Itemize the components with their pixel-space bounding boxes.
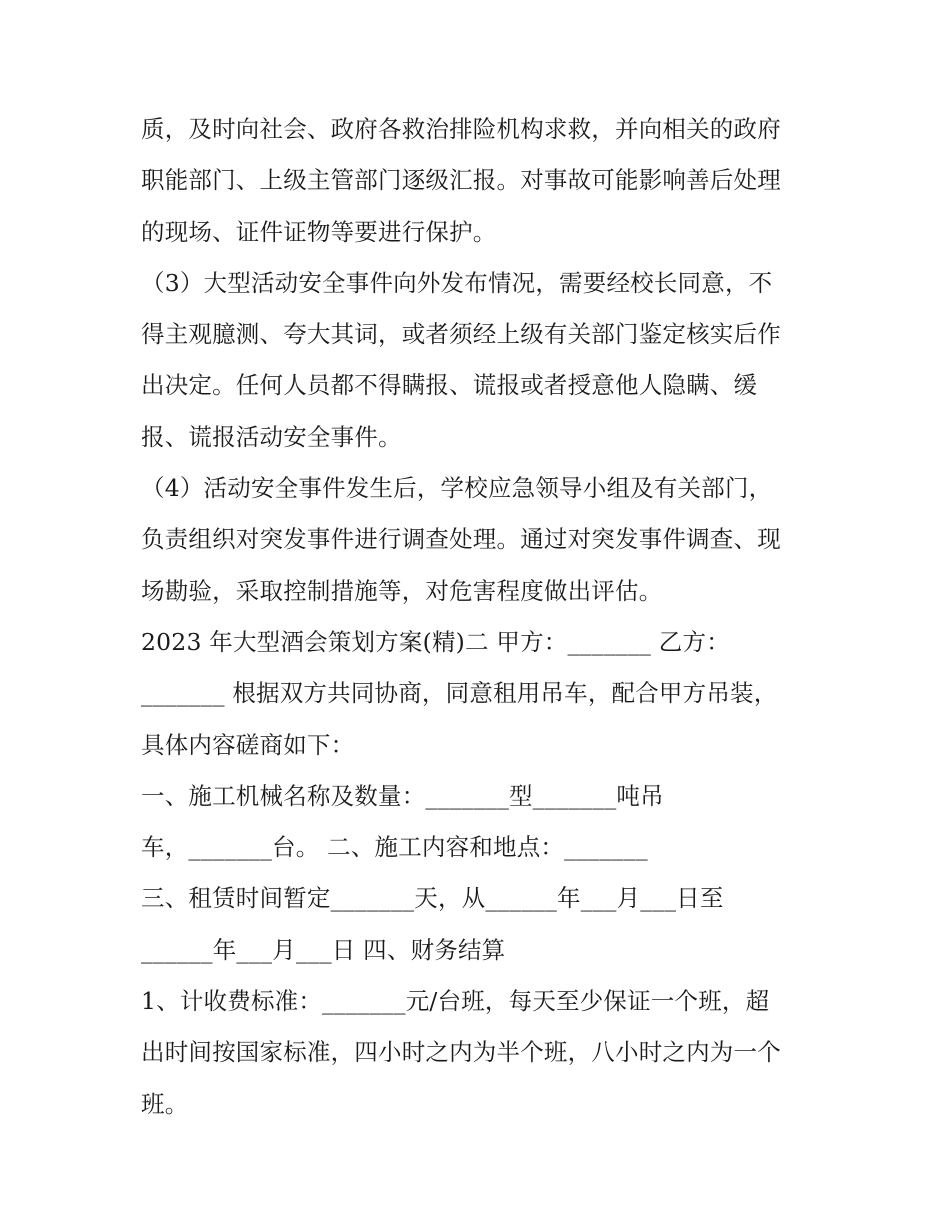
text-line: 报、谎报活动安全事件。 [141, 422, 402, 451]
text-line: _______ 根据双方共同协商，同意租用吊车，配合甲方吊装， [141, 679, 778, 708]
text-line: 班。 [141, 1089, 189, 1118]
text-line: 得主观臆测、夸大其词，或者须经上级有关部门鉴定核实后作 [141, 320, 781, 349]
text-line: 一、施工机械名称及数量：_______型_______吨吊 [141, 781, 664, 810]
text-line: 出决定。任何人员都不得瞒报、谎报或者授意他人隐瞒、缓 [141, 371, 758, 400]
text-line: 负责组织对突发事件进行调查处理。通过对突发事件调查、现 [141, 525, 781, 554]
text-line: 车，_______台。 二、施工内容和地点：_______ [141, 833, 648, 862]
text-line: ______年___月___日 四、财务结算 [141, 935, 506, 964]
text-line: 场勘验，采取控制措施等，对危害程度做出评估。 [141, 576, 663, 605]
text-line: 的现场、证件证物等要进行保护。 [141, 217, 497, 246]
text-line: 出时间按国家标准，四小时之内为半个班，八小时之内为一个 [141, 1038, 781, 1067]
text-line: 2023 年大型酒会策划方案(精)二 甲方：_______ 乙方： [141, 627, 730, 656]
text-line: 职能部门、上级主管部门逐级汇报。对事故可能影响善后处理 [141, 166, 781, 195]
text-line: （3）大型活动安全事件向外发布情况，需要经校长同意，不 [141, 268, 773, 297]
document-text [141, 104, 821, 1130]
text-line: 1、计收费标准：_______元/台班，每天至少保证一个班，超 [141, 987, 770, 1016]
text-line: （4）活动安全事件发生后，学校应急领导小组及有关部门， [141, 474, 773, 503]
text-line: 质，及时向社会、政府各救治排险机构求救，并向相关的政府 [141, 115, 781, 143]
text-line: 三、租赁时间暂定_______天，从______年___月___日至 [141, 884, 724, 913]
text-line: 具体内容磋商如下： [141, 730, 355, 759]
